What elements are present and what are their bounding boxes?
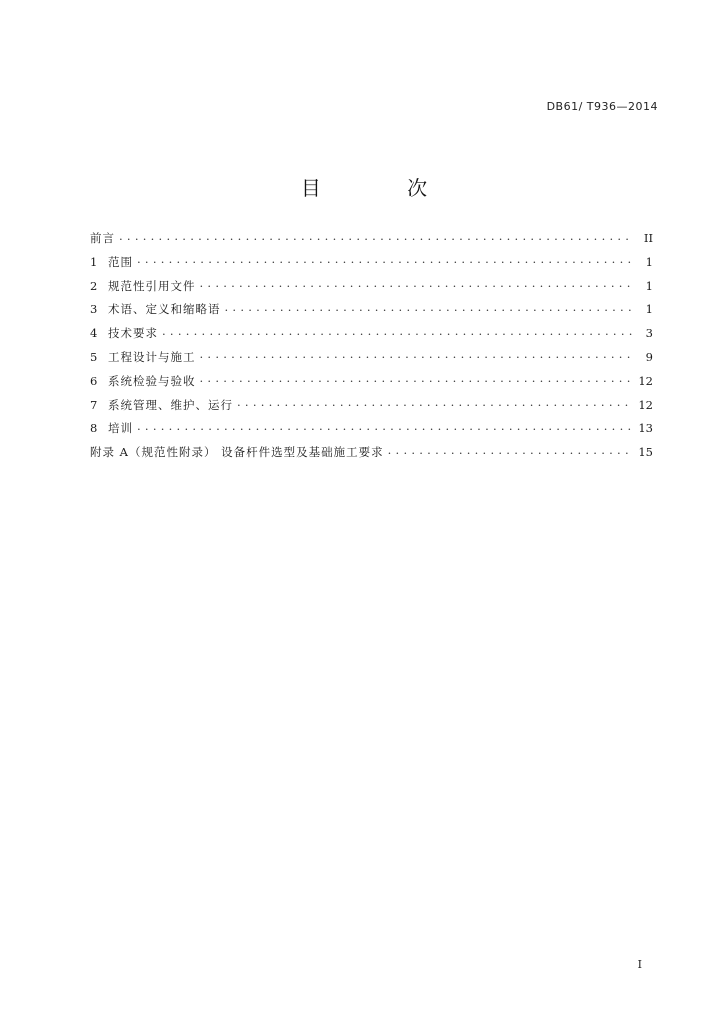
toc-entry-6[interactable] [90, 373, 653, 397]
toc-entry-number: 4 [90, 326, 98, 341]
toc-entry-number: 8 [90, 421, 98, 436]
standard-code: DB61/ T936—2014 [546, 100, 658, 113]
toc-entry-number: 1 [90, 254, 98, 269]
toc-leader-dots [237, 397, 632, 409]
table-of-contents [90, 230, 653, 468]
toc-leader-dots [162, 326, 633, 338]
toc-entry-page: 1 [645, 302, 653, 317]
toc-entry-number: 2 [90, 278, 98, 293]
toc-entry-4[interactable] [90, 325, 653, 349]
toc-entry-page: 12 [638, 397, 653, 412]
toc-leader-dots [137, 421, 632, 433]
toc-entry-7[interactable] [90, 397, 653, 421]
toc-entry-page: 13 [638, 421, 653, 436]
toc-entry-page: 12 [638, 373, 653, 388]
toc-entry-page: 9 [645, 349, 653, 364]
toc-leader-dots [137, 254, 633, 266]
toc-entry-label: 系统管理、维护、运行 [108, 397, 233, 412]
toc-entry-number: 5 [90, 349, 98, 364]
toc-entry-8[interactable] [90, 420, 653, 444]
toc-entry-label: 系统检验与验收 [108, 373, 196, 388]
toc-entry-page: II [643, 231, 653, 245]
toc-entry-page: 3 [645, 326, 653, 341]
toc-entry-number: 7 [90, 397, 98, 412]
toc-entry-foreword[interactable] [90, 230, 653, 254]
toc-entry-label: 规范性引用文件 [108, 278, 196, 293]
toc-leader-dots [225, 302, 634, 314]
toc-entry-page: 1 [645, 278, 653, 293]
toc-entry-page: 1 [645, 254, 653, 269]
toc-entry-label: 附录 A（规范性附录） 设备杆件选型及基础施工要求 [90, 445, 384, 460]
toc-title: 目 次 [300, 176, 468, 200]
toc-entry-3[interactable] [90, 301, 653, 325]
toc-entry-label: 技术要求 [108, 326, 158, 341]
toc-entry-page: 15 [638, 445, 653, 460]
toc-entry-label: 前言 [90, 231, 115, 245]
toc-leader-dots [200, 278, 634, 290]
toc-entry-label: 培训 [108, 421, 133, 436]
toc-leader-dots [388, 445, 633, 457]
toc-entry-5[interactable] [90, 349, 653, 373]
toc-entry-1[interactable] [90, 254, 653, 278]
toc-entry-label: 工程设计与施工 [108, 349, 196, 364]
toc-entry-number: 6 [90, 373, 98, 388]
toc-entry-appendix-a[interactable] [90, 444, 653, 468]
toc-entry-label: 术语、定义和缩略语 [108, 302, 221, 317]
toc-leader-dots [119, 231, 633, 243]
toc-entry-number: 3 [90, 302, 98, 317]
toc-leader-dots [200, 373, 633, 385]
toc-leader-dots [200, 349, 634, 361]
page-number: I [637, 958, 642, 971]
toc-entry-2[interactable] [90, 278, 653, 302]
toc-entry-label: 范围 [108, 254, 133, 269]
